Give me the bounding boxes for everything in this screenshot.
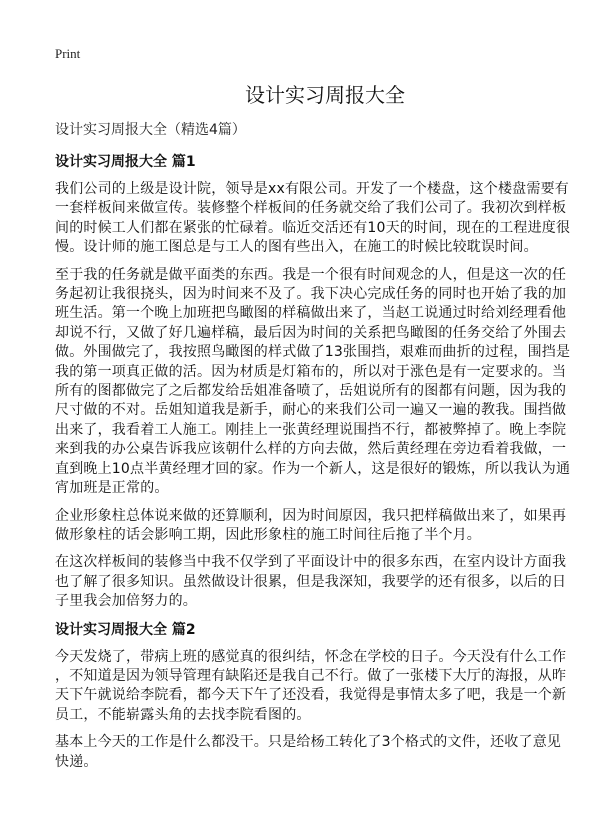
document-body — [55, 152, 571, 772]
paragraph — [55, 507, 567, 546]
paragraph-line: 做。外围做完了，我按照鸟瞰图的样式做了13张围挡，艰难而曲折的过程，围挡是 — [55, 344, 571, 361]
paragraph-line: 今天发烧了，带病上班的感觉真的很纠结，怀念在学校的日子。今天没有什么工作 — [55, 648, 567, 665]
paragraph-line: 出来了，我看着工人施工。刚挂上一张黄经理说围挡不行，都被弊掉了。晚上李院 — [55, 421, 567, 438]
paragraph-line: 班生活。第一个晚上加班把鸟瞰图的样稿做出来了，当赵工说通过时给刘经理看他 — [55, 305, 567, 322]
print-label: Print — [55, 46, 81, 61]
paragraph-line: 也了解了很多知识。虽然做设计很累，但是我深知，我要学的还有很多，以后的日 — [55, 573, 567, 590]
paragraph-line: 一套样板间来做宣传。装修整个样板间的任务就交给了我们公司了。我初次到样板 — [55, 200, 567, 217]
paragraph-line: 我们公司的上级是设计院，领导是xx有限公司。开发了一个楼盘，这个楼盘需要有 — [55, 181, 569, 197]
paragraph-line: 尺寸做的不对。岳姐知道我是新手，耐心的来我们公司一遍又一遍的教我。围挡做 — [55, 402, 567, 419]
document-title: 设计实习周报大全 — [245, 83, 405, 107]
paragraph-line: 所有的图都做完了之后都发给岳姐准备喷了，岳姐说所有的图都有问题，因为我的 — [55, 383, 567, 400]
paragraph-line: 间的时候工人们都在紧张的忙碌着。临近交活还有10天的时间，现在的工程进度很 — [55, 219, 571, 236]
paragraph-line: 务起初让我很挠头，因为时间来不及了。我下决心完成任务的同时也开始了我的加 — [55, 286, 567, 303]
paragraph-line: 天下午就说给李院看，都今天下午了还没看，我觉得是事情太多了吧，我是一个新 — [55, 687, 567, 704]
paragraph-line: 子里我会加倍努力的。 — [55, 593, 197, 610]
paragraph-line: 宵加班是正常的。 — [55, 480, 169, 497]
paragraph-line: 基本上今天的工作是什么都没干。只是给杨工转化了3个格式的文件，还收了意见 — [55, 734, 562, 751]
paragraph-line: 员工，不能崭露头角的去找李院看图的。 — [55, 706, 311, 723]
section-heading: 设计实习周报大全 篇1 — [55, 154, 196, 170]
paragraph-line: 却说不行，又做了好几遍样稿，最后因为时间的关系把鸟瞰图的任务交给了外围去 — [55, 324, 567, 341]
paragraph — [55, 733, 562, 772]
paragraph-line: 做形象柱的话会影响工期，因此形象柱的施工时间往后拖了半个月。 — [55, 526, 481, 543]
paragraph-line: 直到晚上10点半黄经理才回的家。作为一个新人，这是很好的锻炼，所以我认为通 — [55, 460, 571, 477]
paragraph-line: 来到我的办公桌告诉我应该朝什么样的方向去做，然后黄经理在旁边看着我做，一 — [55, 441, 567, 458]
paragraph-line: 在这次样板间的装修当中我不仅学到了平面设计中的很多东西，在室内设计方面我 — [55, 554, 567, 571]
article-section — [55, 152, 571, 612]
paragraph — [55, 648, 567, 726]
paragraph — [55, 553, 567, 611]
paragraph — [55, 266, 571, 499]
section-heading: 设计实习周报大全 篇2 — [55, 621, 196, 638]
paragraph-line: 至于我的任务就是做平面类的东西。我是一个很有时间观念的人，但是这一次的任 — [55, 266, 567, 283]
paragraph-line: 企业形象柱总体说来做的还算顺利，因为时间原因，我只把样稿做出来了，如果再 — [55, 507, 567, 524]
paragraph-line: 慢。设计师的施工图总是与工人的图有些出入，在施工的时候比较耽误时间。 — [55, 239, 538, 256]
paragraph-line: ，不知道是因为领导管理有缺陷还是我自己不行。做了一张楼下大厅的海报，从昨 — [55, 667, 567, 684]
paragraph-line: 我的第一项真正做的活。因为材质是灯箱布的，所以对于涨色是有一定要求的。当 — [55, 363, 567, 380]
paragraph-line: 快递。 — [55, 753, 98, 770]
document-page — [55, 46, 571, 780]
paragraph — [55, 180, 571, 258]
article-section — [55, 620, 567, 772]
document-subtitle: 设计实习周报大全（精选4篇） — [55, 122, 246, 138]
